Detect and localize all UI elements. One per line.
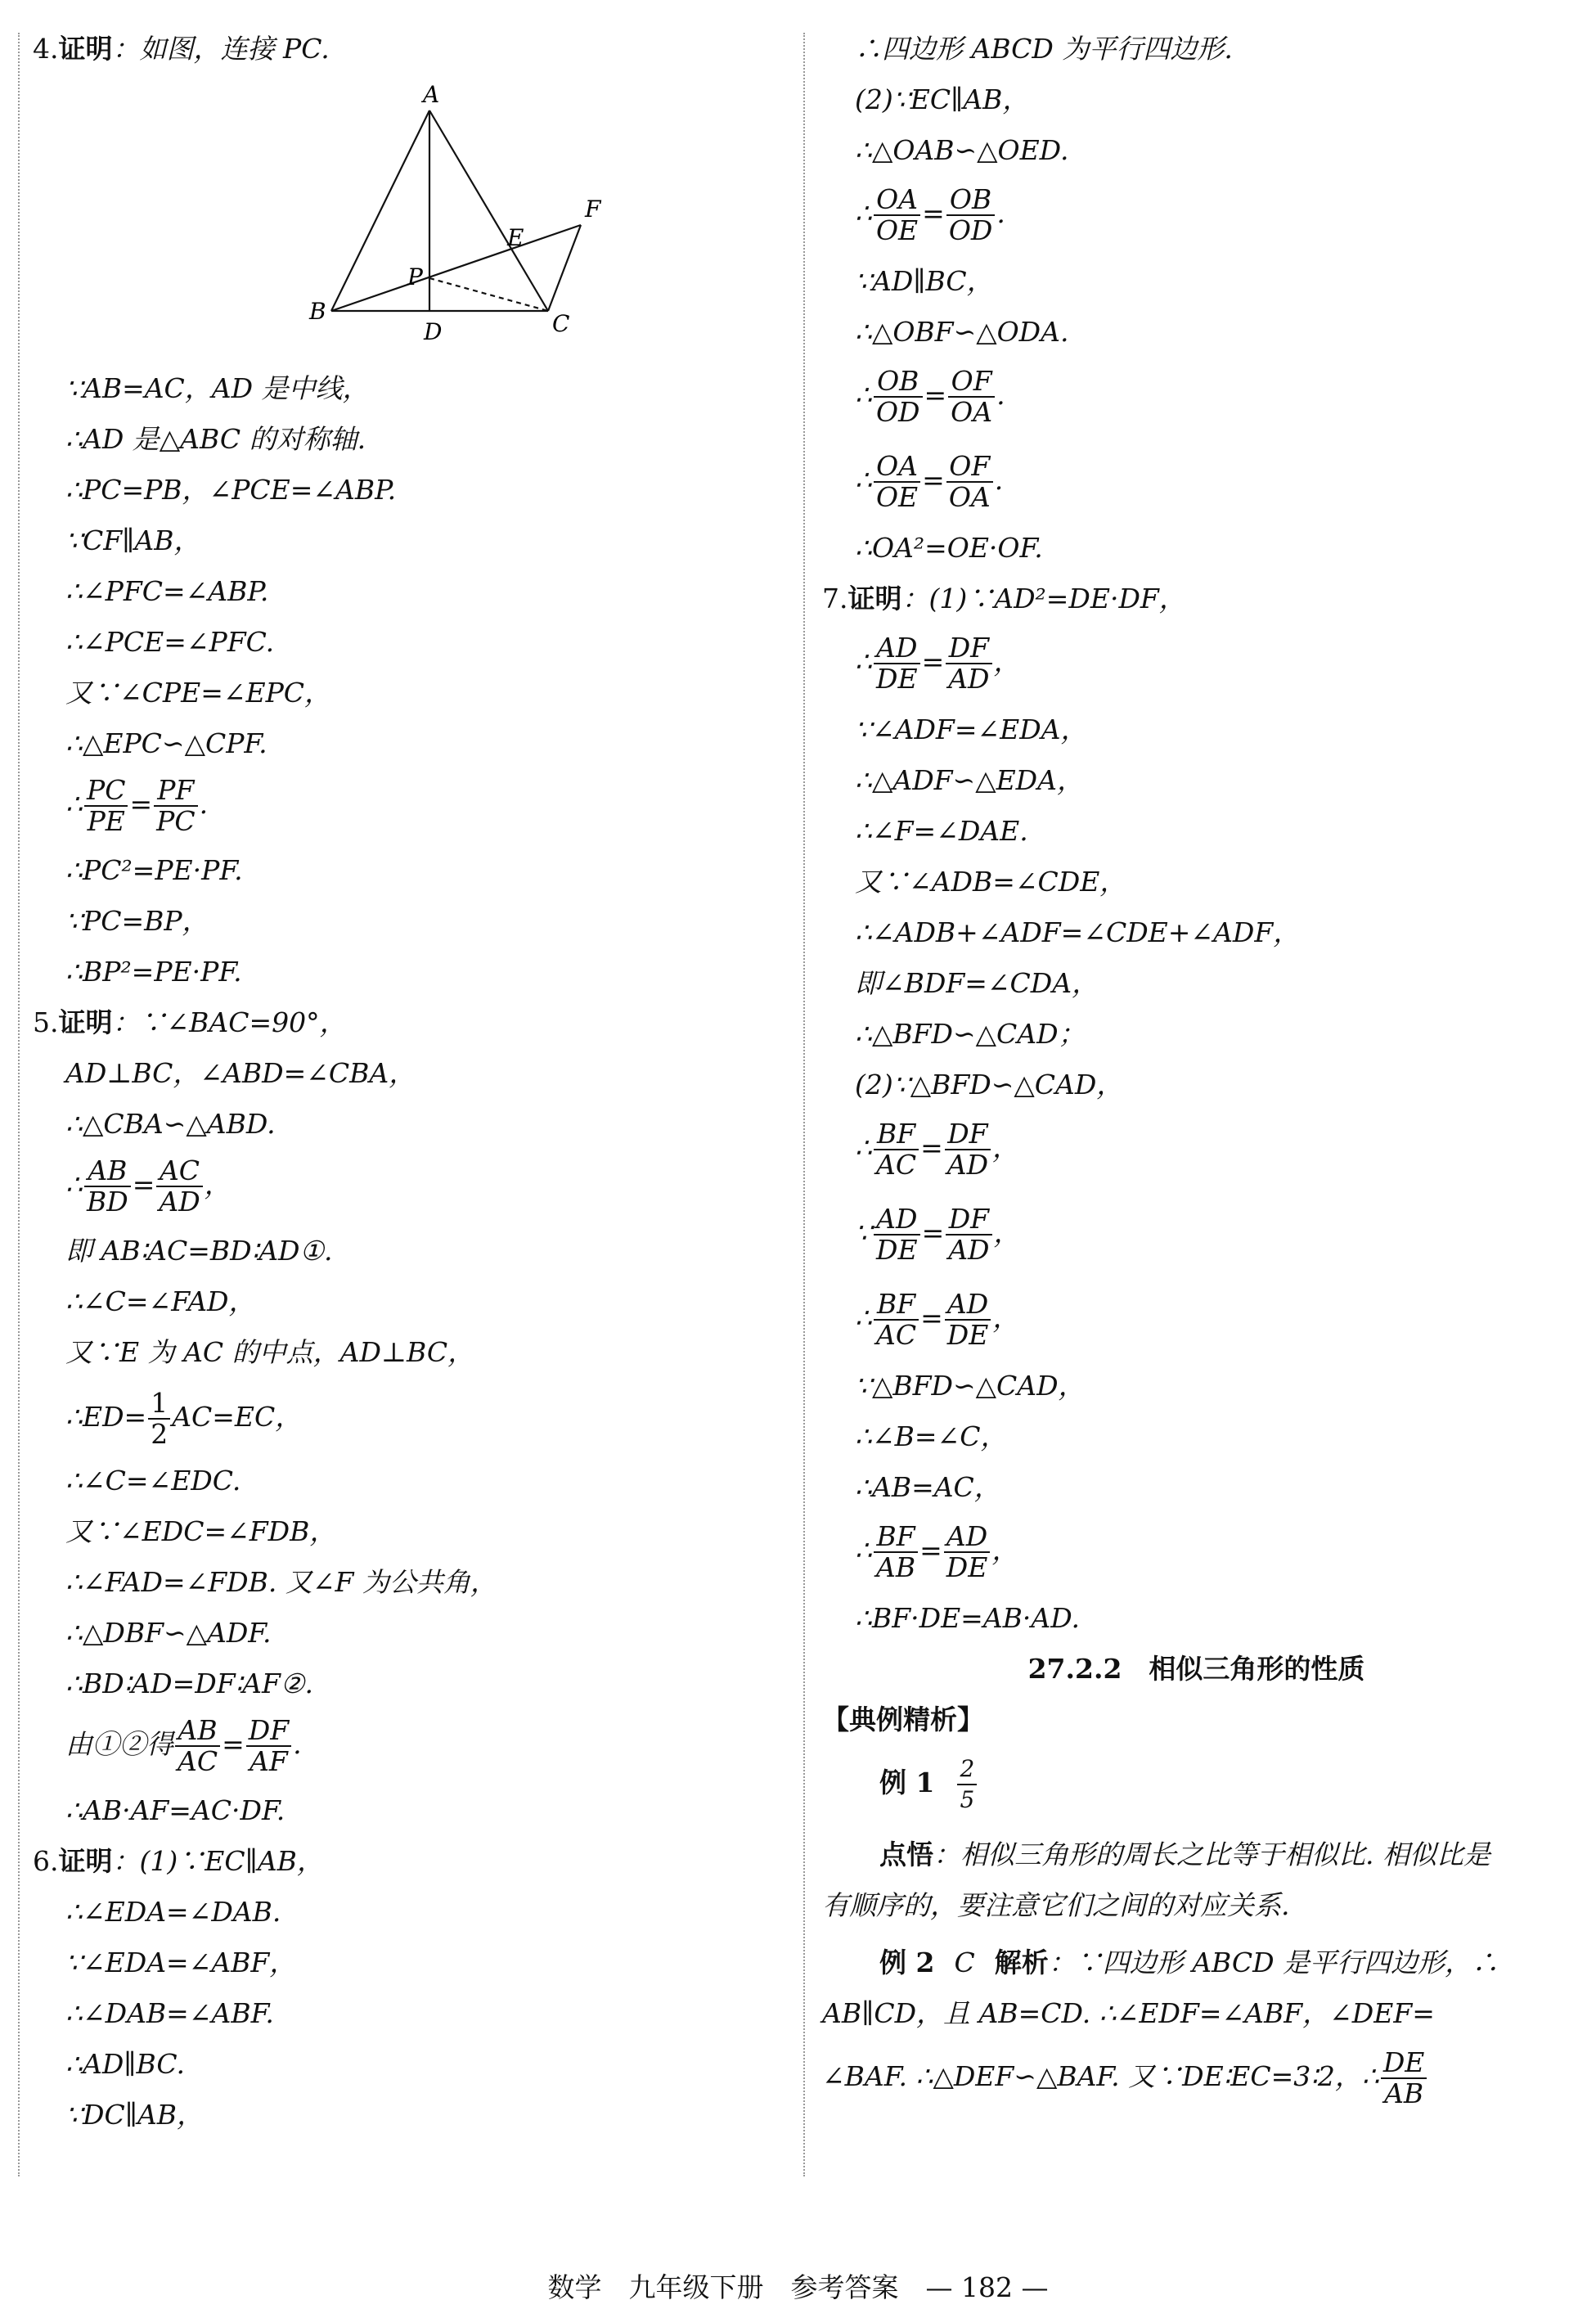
fraction xyxy=(946,185,996,245)
fraction-prefix: ∴ xyxy=(65,788,83,820)
fraction xyxy=(874,1522,918,1582)
proof-line: AD⊥BC，∠ABD=∠CBA， xyxy=(65,1057,416,1089)
proof-line: 又∵∠ADB=∠CDE， xyxy=(855,866,1127,898)
fraction-suffix: ， xyxy=(204,1168,232,1200)
denominator: 2 xyxy=(151,1418,169,1450)
proof-line: ∴△OAB∽△OED. xyxy=(855,134,1069,166)
proof-line: ∴△CBA∽△ABD. xyxy=(65,1108,276,1140)
proof-line: ∴PC=PB，∠PCE=∠ABP. xyxy=(65,474,397,506)
proof-line: ∴△EPC∽△CPF. xyxy=(65,727,267,759)
proof-line: ∴∠F=∠DAE. xyxy=(855,815,1028,847)
proof-line: ∵∠ADF=∠EDA， xyxy=(855,713,1088,745)
equals-sign: = xyxy=(924,379,947,411)
answer-fraction xyxy=(957,1754,977,1815)
fraction-prefix: ∴ xyxy=(65,1168,83,1200)
denominator: AD xyxy=(159,1186,200,1218)
numerator: AD xyxy=(945,1290,991,1321)
insight-line: 有顺序的，要注意它们之间的对应关系. xyxy=(822,1889,1290,1921)
problem-heading xyxy=(822,583,1186,615)
left-margin-rule xyxy=(18,33,20,2176)
proof-line: ∴∠ADB+∠ADF=∠CDE+∠ADF， xyxy=(855,916,1301,948)
insight-text: ：相似三角形的周长之比等于相似比. 相似比是 xyxy=(933,1839,1490,1870)
denominator: DE xyxy=(876,1234,918,1266)
equals-sign: = xyxy=(921,646,945,677)
fraction xyxy=(874,1119,919,1180)
vertex-label-e: E xyxy=(507,224,524,251)
proof-line: (2)∵EC∥AB， xyxy=(855,83,1030,115)
denominator: OE xyxy=(876,214,919,246)
fraction-line xyxy=(855,633,1021,694)
example-2-line: AB∥CD，且 AB=CD. ∴∠EDF=∠ABF，∠DEF= xyxy=(822,1997,1435,2029)
example-label: 例 2 xyxy=(879,1947,935,1978)
numerator: BF xyxy=(874,1290,919,1321)
proof-label: 证明 xyxy=(58,33,113,65)
problem-heading-text: ：(1)∵EC∥AB， xyxy=(112,1845,324,1877)
insight-label: 点悟 xyxy=(879,1839,933,1870)
denominator: 5 xyxy=(960,1786,975,1813)
proof-line: (2)∵△BFD∽△CAD， xyxy=(855,1069,1124,1100)
proof-line: ∴BP²=PE·PF. xyxy=(65,956,242,988)
proof-line: ∴△ADF∽△EDA， xyxy=(855,764,1084,796)
fraction xyxy=(946,633,991,694)
proof-line: ∴BF·DE=AB·AD. xyxy=(855,1602,1081,1634)
triangle-figure xyxy=(262,74,614,352)
proof-line: ∵DC∥AB， xyxy=(65,2099,205,2131)
fraction xyxy=(944,1522,991,1582)
proof-line: ∴PC²=PE·PF. xyxy=(65,854,243,886)
fraction xyxy=(945,1290,991,1350)
proof-line: ∵AD∥BC， xyxy=(855,265,994,297)
numerator: DF xyxy=(946,633,991,664)
numerator: 1 xyxy=(148,1389,170,1420)
denominator: DE xyxy=(946,1551,988,1583)
proof-line: ∴△OBF∽△ODA. xyxy=(855,316,1069,348)
denominator: AB xyxy=(876,1551,916,1583)
proof-line: ∵AB=AC，AD 是中线， xyxy=(65,372,370,404)
denominator: AC xyxy=(876,1319,917,1351)
fraction-line xyxy=(65,1156,232,1217)
proof-line: ∵PC=BP， xyxy=(65,905,209,937)
numerator: OF xyxy=(948,367,995,398)
problem-heading xyxy=(33,33,330,65)
denominator: AD xyxy=(946,1149,989,1181)
fraction-line xyxy=(855,1204,1021,1265)
fraction xyxy=(156,1156,202,1217)
fraction-suffix: . xyxy=(994,464,1004,496)
proof-line: ∵∠EDA=∠ABF， xyxy=(65,1947,297,1978)
section-subheading: 【典例精析】 xyxy=(822,1704,984,1735)
fraction-line xyxy=(855,367,1005,427)
fraction xyxy=(874,367,923,427)
equals-sign: = xyxy=(920,1302,943,1334)
numerator: AD xyxy=(874,1204,920,1236)
column-divider xyxy=(803,33,805,2176)
example-2-line xyxy=(879,1947,1499,1979)
equals-sign: = xyxy=(222,1728,245,1760)
numerator: PF xyxy=(154,776,197,807)
proof-line: ∴△DBF∽△ADF. xyxy=(65,1617,272,1649)
proof-line: ∴OA²=OE·OF. xyxy=(855,532,1043,564)
proof-line: ∴∠FAD=∠FDB. 又∠F 为公共角， xyxy=(65,1566,497,1598)
denominator: BD xyxy=(87,1186,128,1218)
fraction-prefix: ∴ xyxy=(855,197,872,229)
denominator: AF xyxy=(250,1745,288,1777)
proof-line: ∴∠C=∠EDC. xyxy=(65,1465,241,1497)
equals-sign: = xyxy=(920,1132,943,1164)
fraction xyxy=(948,367,995,427)
fraction-line xyxy=(65,1716,302,1776)
vertex-label-d: D xyxy=(424,318,443,345)
proof-line: ∴四边形 ABCD 为平行四边形. xyxy=(855,33,1233,65)
fraction xyxy=(175,1716,220,1776)
fraction-line xyxy=(855,1290,1019,1350)
fraction xyxy=(874,1204,920,1265)
fraction-suffix: ， xyxy=(993,646,1021,677)
proof-line: 又∵∠EDC=∠FDB， xyxy=(65,1515,337,1547)
numerator: AC xyxy=(156,1156,202,1187)
proof-line: 又∵∠CPE=∠EPC， xyxy=(65,677,332,709)
fraction xyxy=(874,452,920,512)
fraction xyxy=(874,1290,919,1350)
numerator: BF xyxy=(874,1522,918,1553)
denominator: AB xyxy=(1384,2077,1424,2109)
vertex-label-a: A xyxy=(423,81,440,108)
proof-line: 又∵E 为 AC 的中点，AD⊥BC， xyxy=(65,1336,475,1368)
numerator: DF xyxy=(946,1204,991,1236)
denominator: DE xyxy=(946,1319,989,1351)
fraction-line xyxy=(855,1119,1019,1180)
fraction-line xyxy=(855,185,1005,245)
fraction-prefix: ∴ED= xyxy=(65,1401,147,1433)
proof-line: ∴∠B=∠C， xyxy=(855,1420,1008,1452)
proof-line: ∵CF∥AB， xyxy=(65,524,201,556)
numerator: DF xyxy=(246,1716,291,1747)
fraction xyxy=(84,1156,131,1217)
fraction-suffix: ， xyxy=(992,1132,1020,1164)
equals-sign: = xyxy=(921,1217,945,1249)
answer: C xyxy=(954,1947,975,1978)
numerator: OF xyxy=(946,452,993,483)
proof-label: 证明 xyxy=(58,1845,113,1877)
fraction xyxy=(874,185,920,245)
numerator: OB xyxy=(946,185,996,216)
proof-line: ∴∠DAB=∠ABF. xyxy=(65,1997,274,2029)
fraction-suffix: ， xyxy=(991,1534,1019,1566)
fraction xyxy=(946,1204,991,1265)
segment-BF xyxy=(331,225,581,311)
fraction xyxy=(154,776,197,836)
proof-line: ∴∠C=∠FAD， xyxy=(65,1285,256,1317)
problem-number: 7. xyxy=(822,583,848,614)
denominator: AC xyxy=(178,1745,218,1777)
proof-line: ∴∠PCE=∠PFC. xyxy=(65,626,275,658)
fraction-suffix: . xyxy=(293,1728,302,1760)
side-AC xyxy=(429,110,548,311)
denominator: OE xyxy=(876,481,919,513)
proof-line: ∵△BFD∽△CAD， xyxy=(855,1370,1086,1402)
proof-line: ∴AD 是△ABC 的对称轴. xyxy=(65,423,366,455)
denominator: PE xyxy=(87,805,125,837)
numerator: PC xyxy=(84,776,128,807)
denominator: AD xyxy=(948,663,990,695)
fraction-prefix: ∴ xyxy=(855,646,872,677)
fraction xyxy=(874,633,920,694)
proof-line: ∴∠EDA=∠DAB. xyxy=(65,1896,281,1928)
fraction-suffix: ， xyxy=(992,1302,1020,1334)
vertex-label-b: B xyxy=(309,298,326,325)
numerator: AD xyxy=(874,633,920,664)
fraction-line xyxy=(855,452,1003,512)
fraction xyxy=(84,776,128,836)
numerator: BF xyxy=(874,1119,919,1150)
equals-sign: = xyxy=(129,788,153,820)
vertex-label-p: P xyxy=(407,263,423,290)
problem-heading xyxy=(33,1845,324,1878)
segment-CF xyxy=(548,225,581,311)
denominator: OD xyxy=(876,396,920,428)
fraction-prefix: ∴ xyxy=(855,379,872,411)
example-1 xyxy=(879,1754,978,1815)
problem-number: 4. xyxy=(33,33,59,65)
numerator: AB xyxy=(175,1716,220,1747)
fraction-suffix: ， xyxy=(993,1217,1021,1249)
problem-heading-text: ：如图，连接 PC. xyxy=(112,33,330,65)
numerator: AD xyxy=(944,1522,991,1553)
fraction-suffix: . xyxy=(996,197,1005,229)
analysis-label: 解析 xyxy=(994,1947,1049,1978)
fraction-line xyxy=(65,1389,302,1449)
proof-line: ∴AB·AF=AC·DF. xyxy=(65,1794,285,1826)
denominator: OA xyxy=(951,396,993,428)
fraction-prefix: 由①②得 xyxy=(65,1728,173,1760)
fraction-suffix: . xyxy=(996,379,1005,411)
numerator: DE xyxy=(1381,2048,1427,2079)
numerator: OB xyxy=(874,367,923,398)
proof-line: 即 AB∶AC=BD∶AD①. xyxy=(65,1235,333,1267)
denominator: PC xyxy=(156,805,196,837)
equals-sign: = xyxy=(922,197,945,229)
problem-number: 6. xyxy=(33,1845,59,1877)
proof-label: 证明 xyxy=(847,583,902,614)
fraction-suffix: . xyxy=(199,788,209,820)
fraction xyxy=(148,1389,170,1449)
equals-sign: = xyxy=(132,1168,155,1200)
numerator: 2 xyxy=(957,1754,977,1785)
segment-PC xyxy=(429,278,548,311)
numerator: DF xyxy=(945,1119,991,1150)
section-title: 27.2.2 相似三角形的性质 xyxy=(1027,1653,1365,1685)
denominator: AC xyxy=(876,1149,917,1181)
analysis-text: ：∵四边形 ABCD 是平行四边形，∴ xyxy=(1048,1947,1499,1978)
fraction-prefix: ∴ xyxy=(855,1534,872,1566)
fraction xyxy=(945,1119,991,1180)
fraction-prefix: ∴ xyxy=(855,1132,872,1164)
vertex-label-c: C xyxy=(552,310,570,337)
example-2-line xyxy=(822,2048,1428,2109)
proof-line: ∴AB=AC， xyxy=(855,1471,1001,1503)
problem-number: 5. xyxy=(33,1006,59,1038)
equals-sign: = xyxy=(919,1534,942,1566)
numerator: OA xyxy=(874,185,920,216)
denominator: OA xyxy=(948,481,991,513)
example-label: 例 1 xyxy=(879,1767,935,1798)
problem-heading-text: ：(1)∵AD²=DE·DF， xyxy=(901,583,1186,614)
fraction-prefix: ∴ xyxy=(855,1302,872,1334)
vertex-label-f: F xyxy=(585,196,601,223)
proof-line: ∴△BFD∽△CAD； xyxy=(855,1018,1086,1050)
insight-line xyxy=(879,1839,1490,1871)
denominator: AD xyxy=(948,1234,990,1266)
denominator: DE xyxy=(876,663,918,695)
fraction-line xyxy=(65,776,208,836)
numerator: OA xyxy=(874,452,920,483)
fraction xyxy=(246,1716,291,1776)
proof-label: 证明 xyxy=(58,1006,113,1038)
equals-sign: = xyxy=(922,464,945,496)
fraction-line xyxy=(855,1522,1018,1582)
fraction-prefix: ∵ xyxy=(855,1217,872,1249)
proof-line: ∴BD∶AD=DF∶AF②. xyxy=(65,1668,313,1699)
analysis-text: ∠BAF. ∴△DEF∽△BAF. 又∵DE∶EC=3∶2，∴ xyxy=(822,2060,1379,2092)
problem-heading xyxy=(33,1006,347,1039)
problem-heading-text: ：∵∠BAC=90°， xyxy=(112,1006,347,1038)
page-footer: 数学 九年级下册 参考答案 — 182 — xyxy=(547,2271,1049,2303)
proof-line: ∴∠PFC=∠ABP. xyxy=(65,575,269,607)
proof-line: ∴AD∥BC. xyxy=(65,2048,185,2080)
numerator: AB xyxy=(84,1156,131,1187)
fraction-suffix: AC=EC， xyxy=(172,1401,303,1433)
fraction xyxy=(1381,2048,1427,2109)
fraction-prefix: ∴ xyxy=(855,464,872,496)
fraction xyxy=(946,452,993,512)
denominator: OD xyxy=(948,214,993,246)
proof-line: 即∠BDF=∠CDA， xyxy=(855,967,1099,999)
